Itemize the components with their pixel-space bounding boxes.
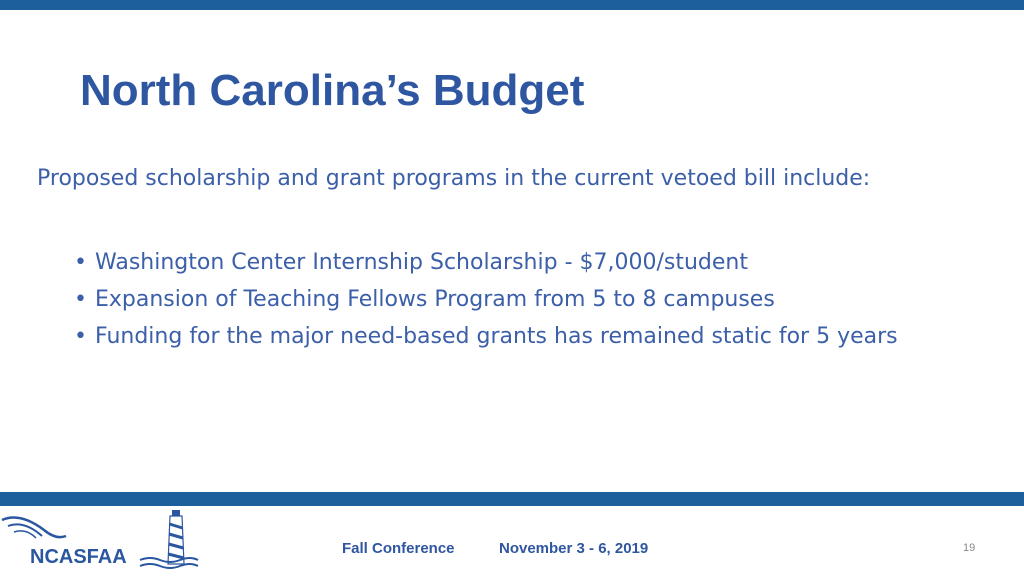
page-number: 19 xyxy=(963,542,976,554)
list-item xyxy=(74,281,898,318)
slide-title: North Carolina’s Budget xyxy=(80,66,585,115)
bullet-text: Funding for the major need-based grants has remained static for 5 years xyxy=(95,324,898,349)
lighthouse-icon xyxy=(168,510,184,564)
list-item xyxy=(74,318,898,355)
bullet-icon: • xyxy=(74,324,87,349)
intro-text: Proposed scholarship and grant programs in the current vetoed bill include: xyxy=(37,166,871,191)
bullet-icon: • xyxy=(74,250,87,275)
logo-text: NCASFAA xyxy=(30,546,127,568)
conference-name: Fall Conference xyxy=(342,540,455,557)
footer-accent-bar xyxy=(0,492,1024,506)
bullet-icon: • xyxy=(74,287,87,312)
bullet-text: Washington Center Internship Scholarship - $7,000/student xyxy=(95,250,748,275)
conference-dates: November 3 - 6, 2019 xyxy=(499,540,649,557)
bullet-text: Expansion of Teaching Fellows Program from 5 to 8 campuses xyxy=(95,287,775,312)
list-item xyxy=(74,244,898,281)
top-accent-bar xyxy=(0,0,1024,10)
bullet-list xyxy=(74,244,898,355)
